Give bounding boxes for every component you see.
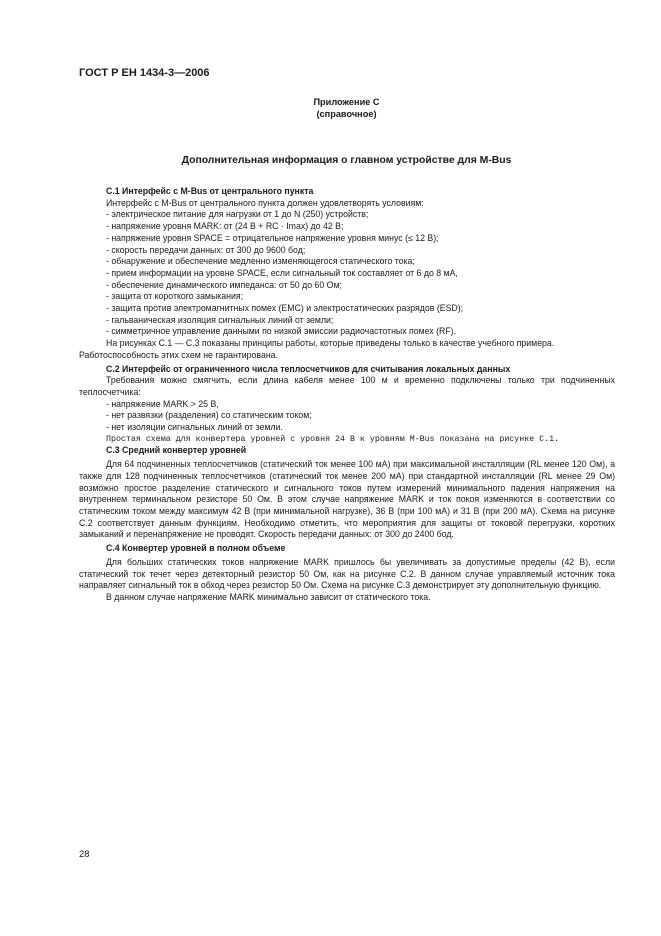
section-c4-heading: С.4 Конвертер уровней в полном объеме (106, 543, 286, 554)
document-body (79, 186, 615, 604)
section-c1-heading: С.1 Интерфейс с M-Bus от центрального пункта (106, 186, 314, 196)
section-c4-text: Для больших статических токов напряжение MARK пришлось бы увеличивать за допустимые пределы (42 В), если статический ток течет через детекторный резистор 50 Ом, как на рисунке С.2. В данном случае управляемый источник тока направляет сигнальный ток в обход через резистор 50 Ом. Схема на рисунке С.3 демонстрирует эту дополнительную функцию. (79, 556, 615, 591)
section-c1-intro: Интерфейс с M-Bus от центрального пункта должен удовлетворять условиям: (106, 197, 424, 208)
list-item: - напряжение уровня SPACE = отрицательное напряжение уровня минус (≤ 12 В); (106, 232, 439, 243)
annex-block (0, 96, 661, 120)
list-item: - напряжение уровня MARK: от (24 В + RC · Imax) до 42 В; (106, 221, 344, 232)
section-c2-intro: Требования можно смягчить, если длина кабеля менее 100 м и временно подключены только три подчиненных теплосчетчика: (79, 375, 615, 397)
section-c2-outro: Простая схема для конвертера уровней с уровня 24 В к уровням M-Bus показана на рисунке С.1. (106, 434, 560, 444)
annex-label: Приложение С (313, 97, 380, 107)
list-item: - прием информации на уровне SPACE, если сигнальный ток составляет от 6 до 8 мА, (106, 267, 458, 278)
section-c3-text: Для 64 подчиненных теплосчетчиков (статический ток менее 100 мА) при максимальной инсталляции (RL менее 120 Ом), а также для 128 подчиненных теплосчетчиков (статический ток менее 200 мА) при стандартной инсталляции (RL менее 29 Ом) возможно простое разделение статического и сигнального токов путем измерений минимального падения напряжения на внутреннем терминальном резисторе 50 Ом. В этом случае напряжение MARK и ток покоя изменяются в соответствии со статическим током между максимум 42 В (при минимальной нагрузке), 36 В (при 100 мА) и 31 В (при 200 мА). Схема на рисунке С.2 соответствует данным функциям. Необходимо отметить, что мероприятия для защиты от токовой перегрузки, коротких замыканий и перенапряжение не проводят. Скорость передачи данных: от 300 до 2400 бод. (79, 459, 615, 540)
list-item: - нет развязки (разделения) со статическим током; (106, 410, 312, 421)
list-item: - обнаружение и обеспечение медленно изменяющегося статического тока; (106, 256, 415, 267)
list-item: - электрическое питание для нагрузки от 1 до N (250) устройств; (106, 209, 369, 220)
list-item: - симметричное управление данными по низкой эмиссии радиочастотных помех (RF). (106, 326, 457, 337)
page-number: 28 (79, 849, 90, 860)
list-item: - обеспечение динамического импеданса: от 50 до 60 Ом; (106, 279, 342, 290)
standard-header: ГОСТ Р ЕН 1434-3—2006 (79, 67, 210, 79)
section-c1-note: На рисунках С.1 — С.3 показаны принципы работы, которые приведены только в качестве учебного примера. (106, 338, 555, 349)
list-item: - нет изоляции сигнальных линий от земли. (106, 422, 283, 433)
list-item: - защита против электромагнитных помех (ЕМС) и электростатических разрядов (ESD); (106, 303, 464, 314)
list-item: - скорость передачи данных: от 300 до 9600 бод; (106, 244, 306, 255)
list-item: - гальваническая изоляция сигнальных линий от земли; (106, 314, 334, 325)
annex-type: (справочное) (316, 109, 377, 119)
section-c2-heading: С.2 Интерфейс от ограниченного числа теплосчетчиков для считывания локальных данных (106, 363, 511, 374)
list-item: - защита от короткого замыкания; (106, 291, 244, 302)
list-item: - напряжение MARK > 25 В, (106, 398, 219, 409)
section-c4-text2: В данном случае напряжение MARK минимально зависит от статического тока. (106, 591, 431, 602)
annex-title: Дополнительная информация о главном устройстве для M-Bus (181, 155, 512, 166)
section-c3-heading: С.3 Средний конвертер уровней (106, 445, 247, 456)
section-c1-note-cont: Работоспособность этих схем не гарантирована. (79, 349, 278, 360)
